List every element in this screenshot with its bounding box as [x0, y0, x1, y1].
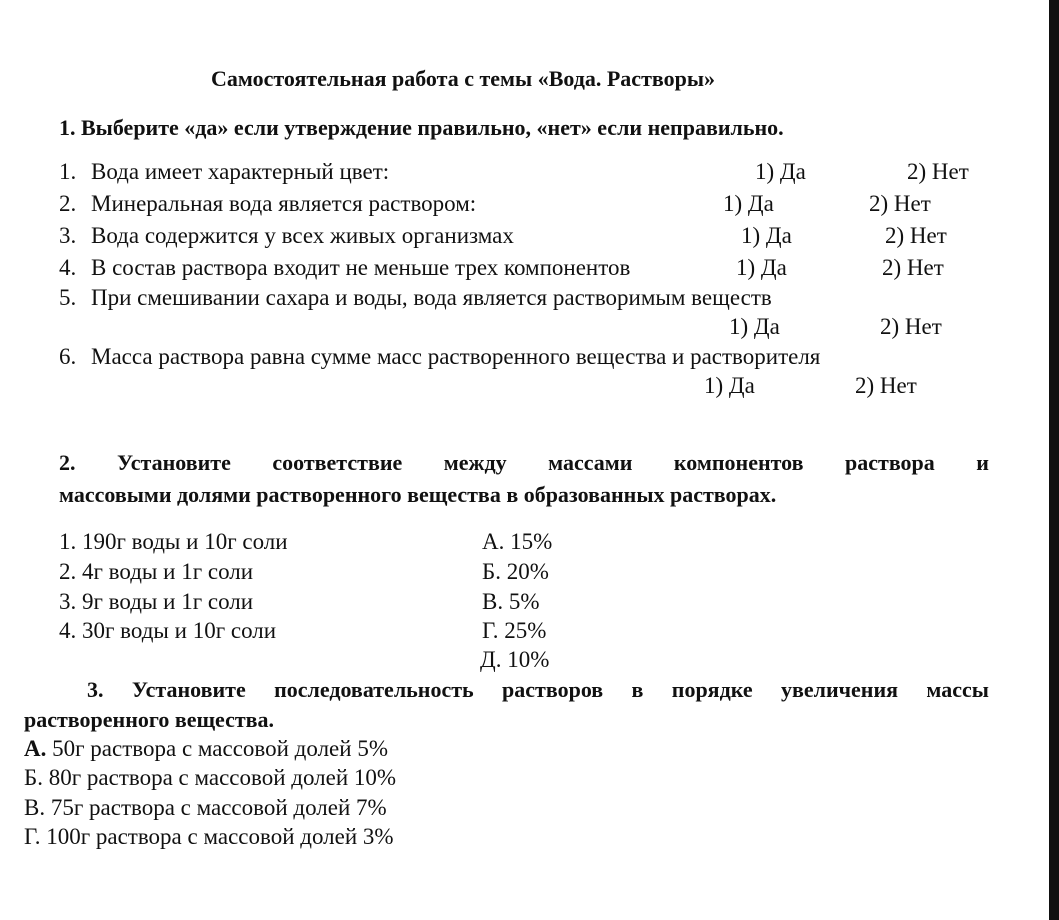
task3-option-text: 100г раствора с массовой долей 3%: [40, 824, 394, 849]
task3-heading-word: растворов: [502, 677, 604, 702]
task2-heading-word: Установите: [117, 450, 231, 475]
task1-item-num: 3.: [59, 223, 77, 248]
task1-item-yes: 1) Да: [736, 255, 787, 280]
task1-heading: 1. Выберите «да» если утверждение правильно, «нет» если неправильно.: [59, 115, 784, 140]
task1-item-yes: 1) Да: [704, 373, 755, 398]
task2-right-item: Б. 20%: [482, 559, 549, 584]
task2-heading-word: соответствие: [272, 450, 403, 475]
task1-item-num: 1.: [59, 159, 77, 184]
task2-left-item: 2. 4г воды и 1г соли: [59, 559, 254, 584]
task1-item-no: 2) Нет: [880, 314, 942, 339]
task1-item-no: 2) Нет: [882, 255, 944, 280]
task1-item-no: 2) Нет: [855, 373, 917, 398]
task2-right-item: В. 5%: [482, 589, 540, 614]
task2-heading-word: и: [976, 450, 989, 475]
task1-item-text: В состав раствора входит не меньше трех компонентов: [91, 255, 631, 280]
task2-left-item: 1. 190г воды и 10г соли: [59, 529, 288, 554]
task3-option: [24, 825, 394, 848]
task3-option-label: Б.: [24, 765, 43, 790]
task2-heading-line2: массовыми долями растворенного вещества в образованных растворах.: [59, 482, 777, 507]
task3-heading-line1: [87, 679, 989, 701]
task2-right-item: Г. 25%: [482, 618, 547, 643]
task1-item-num: 5.: [59, 285, 77, 310]
task1-item-yes: 1) Да: [723, 191, 774, 216]
task3-option: [24, 766, 396, 789]
task2-right-item: Д. 10%: [480, 647, 550, 672]
task3-option-label: Г.: [24, 824, 41, 849]
task1-item-yes: 1) Да: [729, 314, 780, 339]
task3-option: [24, 737, 388, 760]
task1-item-text: Минеральная вода является раствором:: [91, 191, 477, 216]
task3-heading-word: увеличения: [780, 677, 899, 702]
task1-item-no: 2) Нет: [885, 223, 947, 248]
task3-option: [24, 796, 387, 819]
task1-item-num: 4.: [59, 255, 77, 280]
task3-heading-word: 3.: [87, 677, 104, 702]
task2-heading-word: компонентов: [673, 450, 804, 475]
page-title: Самостоятельная работа с темы «Вода. Растворы»: [211, 66, 716, 91]
task2-left-item: 3. 9г воды и 1г соли: [59, 589, 254, 614]
task2-heading-word: раствора: [845, 450, 935, 475]
task2-heading-word: 2.: [59, 450, 76, 475]
task1-item-no: 2) Нет: [869, 191, 931, 216]
task1-item-yes: 1) Да: [741, 223, 792, 248]
task3-option-text: 50г раствора с массовой долей 5%: [46, 736, 388, 761]
task3-heading-line2: растворенного вещества.: [24, 707, 275, 732]
task1-item-text: Вода содержится у всех живых организмах: [91, 223, 514, 248]
task3-heading-word: массы: [926, 677, 989, 702]
task1-item-num: 6.: [59, 344, 77, 369]
task3-heading-word: последовательность: [274, 677, 474, 702]
task1-item-num: 2.: [59, 191, 77, 216]
task3-option-text: 80г раствора с массовой долей 10%: [42, 765, 397, 790]
task3-heading-word: порядке: [671, 677, 753, 702]
task1-item-text: Вода имеет характерный цвет:: [91, 159, 390, 184]
task1-item-yes: 1) Да: [755, 159, 806, 184]
right-border: [1049, 0, 1059, 920]
task3-option-label: А.: [24, 736, 47, 761]
task1-item-text: При смешивании сахара и воды, вода является растворимым веществ: [91, 285, 772, 310]
task3-option-label: В.: [24, 795, 46, 820]
task3-option-text: 75г раствора с массовой долей 7%: [45, 795, 387, 820]
task3-heading-word: в: [631, 677, 644, 702]
task1-item-no: 2) Нет: [907, 159, 969, 184]
task3-heading-word: Установите: [131, 677, 246, 702]
task1-item-text: Масса раствора равна сумме масс растворенного вещества и растворителя: [91, 344, 821, 369]
task2-heading-line1: [59, 452, 989, 474]
task2-heading-word: массами: [548, 450, 633, 475]
task2-heading-word: между: [443, 450, 507, 475]
task2-left-item: 4. 30г воды и 10г соли: [59, 618, 277, 643]
task2-right-item: А. 15%: [482, 529, 553, 554]
